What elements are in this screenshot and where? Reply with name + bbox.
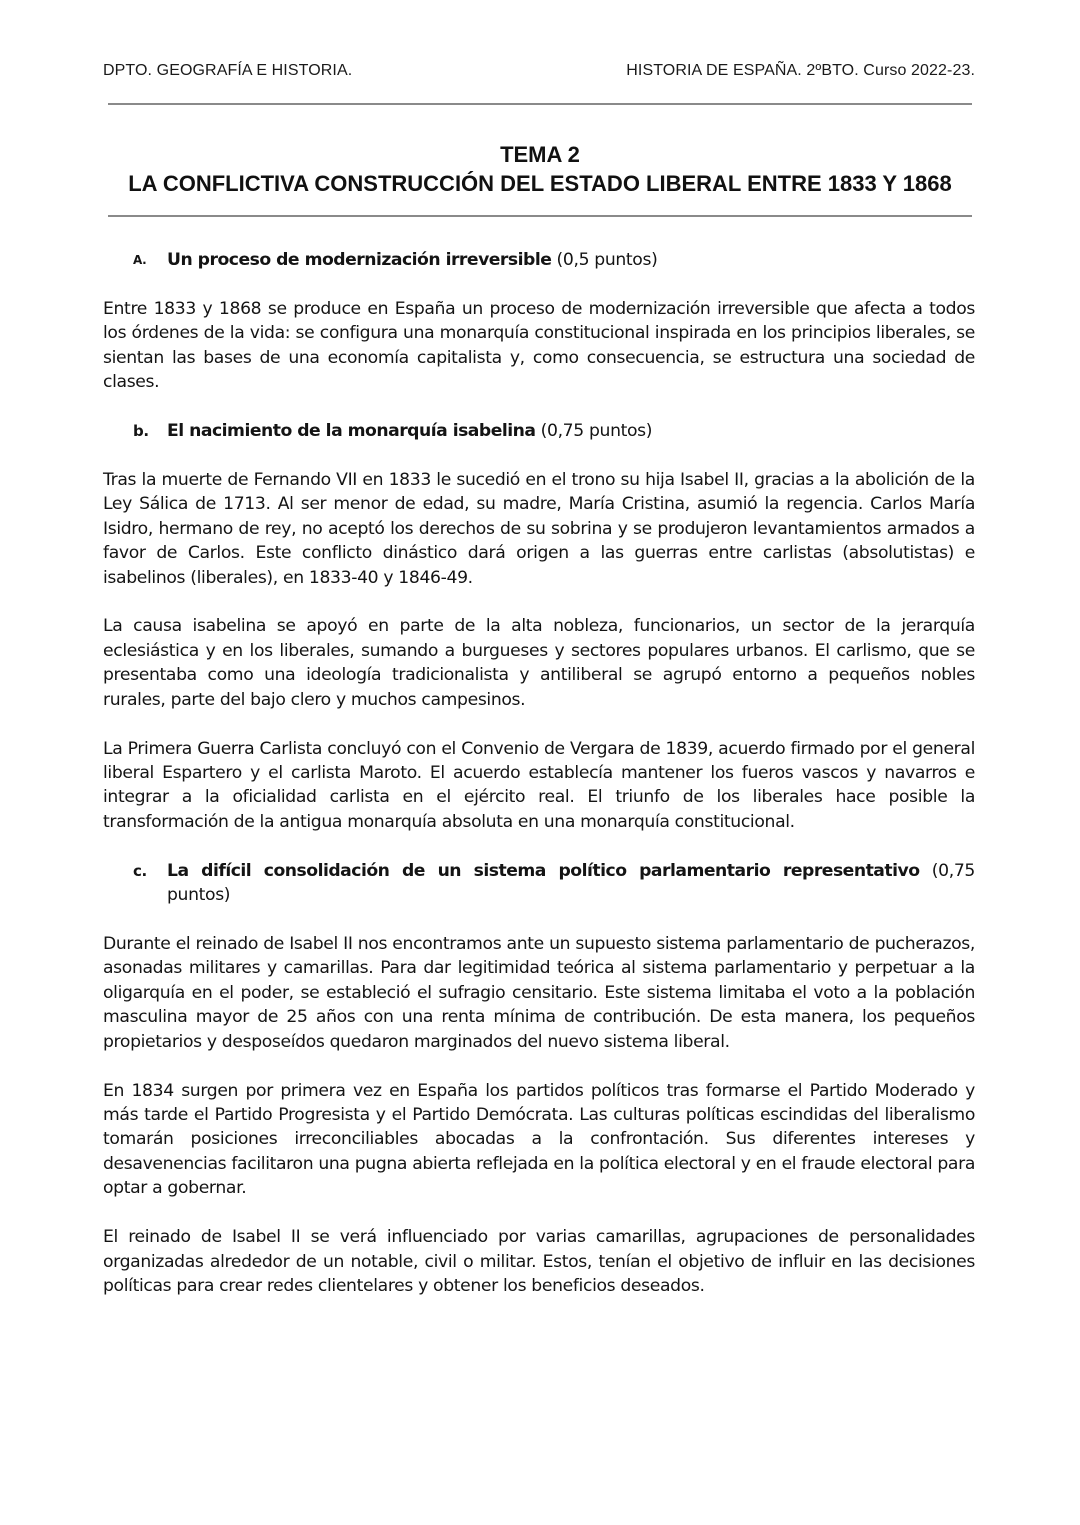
section-marker: c. — [133, 861, 147, 880]
paragraph: El reinado de Isabel II se verá influenciado por varias camarillas, agrupaciones de personalidades organizadas alrededor de un notable, civil o militar. Estos, tenían el objetivo de influir en las decisiones políticas para crear redes clientelares y obtener los beneficios deseados. — [103, 1227, 975, 1296]
paragraph: Entre 1833 y 1868 se produce en España un proceso de modernización irreversible que afecta a todos los órdenes de la vida: se configura una monarquía constitucional inspirada en los principios liberales, se sientan las bases de una economía capitalista y, como consecuencia, se estructura una sociedad de clases. — [103, 298, 975, 393]
title-divider — [108, 215, 972, 217]
section-marker: A. — [133, 253, 147, 267]
paragraph: Durante el reinado de Isabel II nos encontramos ante un supuesto sistema parlamentario de pucherazos, asonadas militares y camarillas. Para dar legitimidad teórica al sistema parlamentario y perpetuar a la oligarquía en el poder, se estableció el sufragio censitario. Este sistema limitaba el voto a la población masculina mayor de 25 años con una renta mínima de contribución. De esta manera, los pequeños propietarios y desposeídos quedaron marginados del nuevo sistema liberal. — [103, 934, 975, 1052]
paragraph: Tras la muerte de Fernando VII en 1833 le sucedió en el trono su hija Isabel II, gracias a la abolición de la Ley Sálica de 1713. Al ser menor de edad, su madre, María Cristina, asumió la regencia. Carlos María Isidro, hermano de rey, no aceptó los derechos de su sobrina y se produjeron levantamientos armados a favor de Carlos. Este conflicto dinástico dará origen a las guerras entre carlistas (absolutistas) e isabelinos (liberales), en 1833-40 y 1846-49. — [103, 469, 975, 588]
section-title: Un proceso de modernización irreversible — [167, 250, 552, 270]
course-label: HISTORIA DE ESPAÑA. 2ºBTO. Curso 2022-23. — [626, 62, 975, 79]
page-header — [103, 62, 975, 88]
department-label: DPTO. GEOGRAFÍA E HISTORIA. — [103, 62, 353, 79]
header-divider — [108, 103, 972, 105]
section-heading-b — [103, 419, 975, 443]
paragraph: En 1834 surgen por primera vez en España los partidos políticos tras formarse el Partido Moderado y más tarde el Partido Progresista y el Partido Demócrata. Las culturas políticas escindidas del liberalismo tomarán posiciones irreconciliables abocadas a la confrontación. Sus diferentes intereses y desavenencias facilitaron una pugna abierta reflejada en la política electoral y en el fraude electoral para optar a gobernar. — [103, 1080, 975, 1199]
topic-title: LA CONFLICTIVA CONSTRUCCIÓN DEL ESTADO LIBERAL ENTRE 1833 Y 1868 — [128, 171, 952, 196]
paragraph: La Primera Guerra Carlista concluyó con el Convenio de Vergara de 1839, acuerdo firmado por el general liberal Espartero y el carlista Maroto. El acuerdo establecía mantener los fueros vascos y navarros e integrar a la oficialidad carlista en el ejército real. El triunfo de los liberales hace posible la transformación de la antigua monarquía absoluta en una monarquía constitucional. — [103, 738, 975, 832]
section-points: (0,5 puntos) — [556, 250, 658, 270]
document-body — [103, 248, 975, 1298]
topic-number: TEMA 2 — [500, 142, 580, 167]
document-title — [100, 140, 980, 198]
section-title: La difícil consolidación de un sistema político parlamentario representativo — [167, 860, 920, 881]
section-marker: b. — [133, 422, 149, 441]
section-title: El nacimiento de la monarquía isabelina — [167, 421, 536, 442]
section-heading-a — [103, 248, 975, 272]
section-heading-c — [103, 859, 975, 908]
section-points: (0,75 puntos) — [540, 421, 653, 442]
section-points: (0,75 puntos) — [167, 860, 975, 906]
paragraph: La causa isabelina se apoyó en parte de la alta nobleza, funcionarios, un sector de la jerarquía eclesiástica y en los liberales, sumando a burgueses y sectores populares urbanos. El carlismo, que se presentaba como una ideología tradicionalista y antiliberal se agrupó entorno a pequeños nobles rurales, parte del bajo clero y muchos campesinos. — [103, 616, 975, 710]
